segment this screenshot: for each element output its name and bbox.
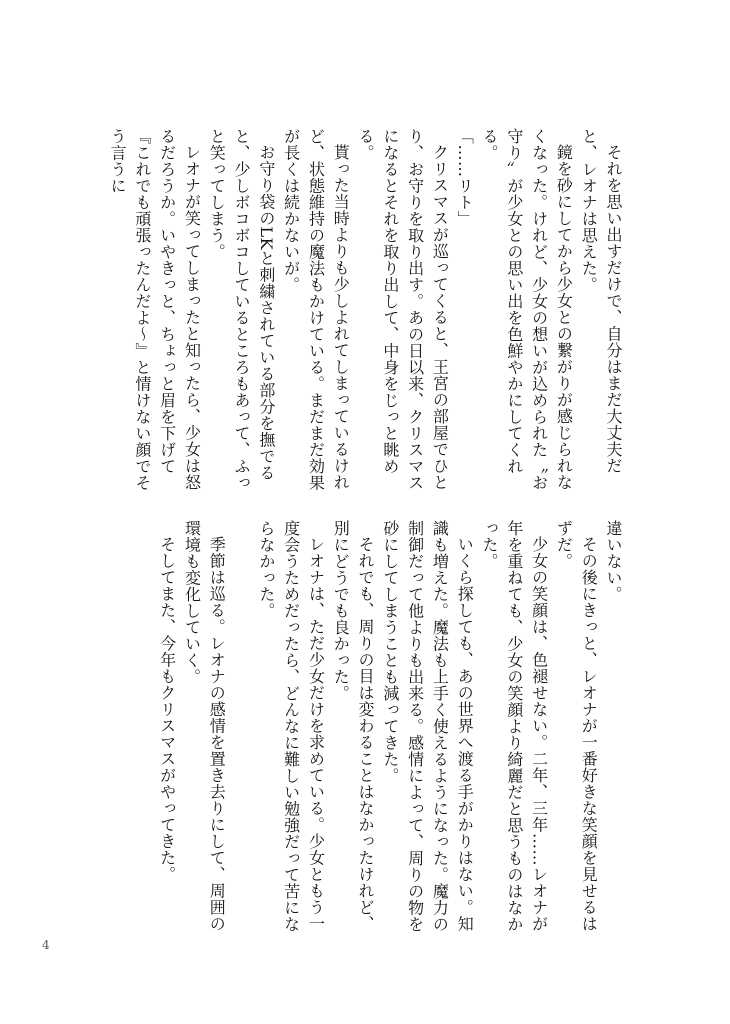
page-number: 4	[42, 938, 50, 952]
paragraph: 少女の笑顔は、色褪せない。二年、三年……レオナが年を重ねても、少女の笑顔より綺麗だと思うものはなかった。	[480, 520, 549, 933]
paragraph: レオナが笑ってしまったと知ったら、少女は怒るだろうか。いやきっと、ちょっと眉を下げて『これでも頑張ったんだよ～』と情けない顔でそう言うに	[108, 128, 202, 491]
text-block-bottom	[120, 520, 625, 940]
paragraph: そしてまた、今年もクリスマスがやってきた。	[157, 536, 177, 883]
paragraph: 「……リト」	[455, 128, 475, 227]
paragraph: 鏡を砂にしてから少女との繋がりが感じられなくなった。けれど、少女の想いが込められた〝お守り〟が少女との思い出を色鮮やかにしてくれる。	[480, 128, 574, 491]
paragraph: クリスマスが巡ってくると、王宮の部屋でひとり、お守りを取り出す。あの日以来、クリスマスになるとそれを取り出して、中身をじっと眺める。	[356, 128, 450, 491]
paragraph: それでも、周りの目は変わることはなかったけれど、別にどうでも良かった。	[331, 520, 376, 932]
paragraph: その後にきっと、レオナが一番好きな笑顔を見せるはずだ。	[554, 520, 599, 932]
paragraph: 季節は巡る。レオナの感情を置き去りにして、周囲の環境も変化していく。	[182, 520, 227, 932]
paragraph: レオナは、ただ少女だけを求めている。少女ともう一度会うためだったら、どんなに難しい勉強だって苦にならなかった。	[256, 520, 326, 933]
paragraph: それを思い出すだけで、自分はまだ大丈夫だと、レオナは思えた。	[579, 128, 623, 474]
paragraph: お守り袋のLKと刺繍されている部分を撫でると、少しボコボコしているところもあって、ふっと笑ってしまう。	[207, 128, 276, 491]
paragraph: いくら探しても、あの世界へ渡る手がかりはない。知識も増えた。魔法も上手く使えるようになった。魔力の制御だって他よりも出来る。感情によって、周りの物を砂にしてしまうことも減ってきた。	[380, 520, 475, 933]
paragraph	[228, 520, 253, 940]
paragraph: 貰った当時よりも少しよれてしまっているけれど、状態維持の魔法もかけている。まだまだ効果が長くは続かないが。	[281, 128, 351, 491]
paragraph: 違いない。	[604, 520, 623, 603]
text-block-top	[108, 128, 625, 498]
